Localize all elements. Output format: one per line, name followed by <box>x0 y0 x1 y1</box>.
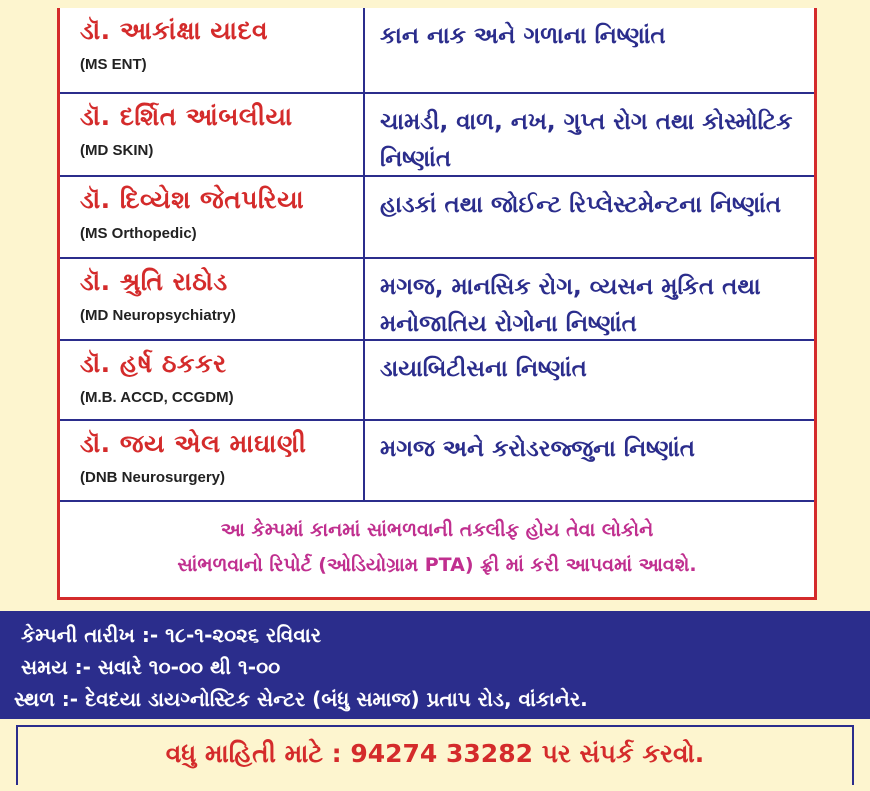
doctor-name: ડૉ. શ્રુતિ રાઠોડ <box>80 267 228 296</box>
doctor-table <box>57 8 817 600</box>
contact-text: વધુ માહિતી માટે : 94274 33282 પર સંપર્ક કરવો. <box>165 739 705 768</box>
doctor-specialty: મગજ અને કરોડરજ્જુના નિષ્ણાંત <box>380 436 696 462</box>
camp-date: કેમ્પની તારીખ :- ૧૮-૧-૨૦૨૬ રવિવાર <box>21 623 322 647</box>
doctor-name: ડૉ. દર્શિત આંબલીયા <box>80 102 293 131</box>
doctor-row <box>60 8 814 94</box>
doctor-specialty: ડાયાબિટીસના નિષ્ણાંત <box>380 356 587 382</box>
doctor-name: ડૉ. હર્ષ ઠકકર <box>80 349 227 378</box>
doctor-specialty: મગજ, માનસિક રોગ, વ્યસન મુકિત તથા મનોજાતિય રોગોના નિષ્ણાંત <box>380 274 761 337</box>
doctor-cell <box>60 259 365 339</box>
doctor-cell <box>60 341 365 419</box>
doctor-degree: (MS ENT) <box>80 56 147 73</box>
doctor-specialty: હાડકાં તથા જોઈન્ટ રિપ્લેસ્ટમેન્ટના નિષ્ણાંત <box>380 192 782 218</box>
camp-note-line: આ કેમ્પમાં કાનમાં સાંભળવાની તકલીફ હોય તેવા લોકોને <box>220 519 654 541</box>
camp-note <box>60 500 814 597</box>
doctor-degree: (MS Orthopedic) <box>80 225 197 242</box>
camp-note-line: સાંભળવાનો રિપોર્ટ (ઓડિયોગ્રામ PTA) ફ્રી માં કરી આપવમાં આવશે. <box>177 554 697 576</box>
doctor-cell <box>60 421 365 500</box>
doctor-degree: (M.B. ACCD, CCGDM) <box>80 389 234 406</box>
doctor-name: ડૉ. જય એલ માઘાણી <box>80 429 307 458</box>
camp-time: સમય :- સવારે ૧૦-૦૦ થી ૧-૦૦ <box>21 655 281 679</box>
doctor-specialty: ચામડી, વાળ, નખ, ગુપ્ત રોગ તથા કોસ્મોટિક નિષ્ણાંત <box>380 109 793 172</box>
doctor-name: ડૉ. આકાંક્ષા યાદવ <box>80 16 269 45</box>
camp-info-band <box>0 611 870 719</box>
doctor-cell <box>60 177 365 257</box>
doctor-row <box>60 259 814 341</box>
top-strip <box>0 0 870 8</box>
doctor-row <box>60 341 814 421</box>
doctor-row <box>60 94 814 177</box>
doctor-cell <box>60 8 365 92</box>
contact-footer <box>16 725 854 785</box>
doctor-name: ડૉ. દિવ્યેશ જેતપરિયા <box>80 185 305 214</box>
doctor-degree: (MD Neuropsychiatry) <box>80 307 236 324</box>
doctor-cell <box>60 94 365 175</box>
camp-place: સ્થળ :- દેવદયા ડાયગ્નોસ્ટિક સેન્ટર (બંધુ સમાજ) પ્રતાપ રોડ, વાંકાનેર. <box>14 687 588 711</box>
doctor-row <box>60 177 814 259</box>
doctor-row <box>60 421 814 502</box>
doctor-degree: (MD SKIN) <box>80 142 154 159</box>
doctor-specialty: કાન નાક અને ગળાના નિષ્ણાંત <box>380 23 666 49</box>
doctor-degree: (DNB Neurosurgery) <box>80 469 226 486</box>
